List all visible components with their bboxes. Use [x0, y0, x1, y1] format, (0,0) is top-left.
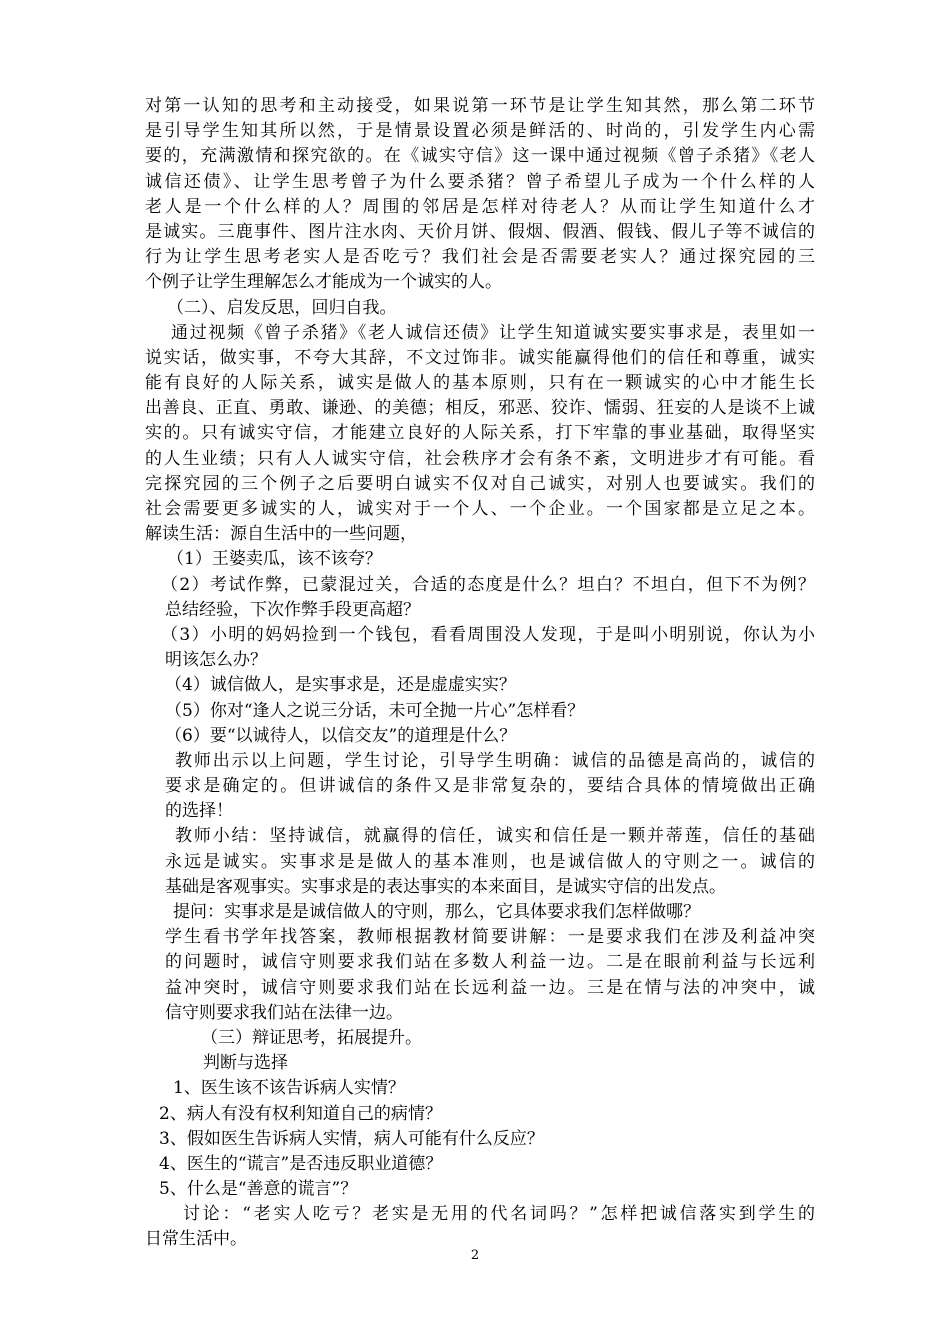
text-line: 个例子让学生理解怎么才能成为一个诚实的人。 — [145, 272, 502, 293]
text-line: 诚信还债》、让学生思考曾子为什么要杀猪？曾子希望儿子成为一个什么样的人 — [145, 171, 815, 192]
text-line: 解读生活：源自生活中的一些问题， — [145, 524, 417, 545]
text-line: （二）、启发反思，回归自我。 — [167, 297, 397, 318]
text-line: 3、假如医生告诉病人实情，病人可能有什么反应？ — [159, 1128, 544, 1149]
text-line: 行为让学生思考老实人是否吃亏？我们社会是否需要老实人？通过探究园的三 — [145, 247, 815, 268]
text-line: 日常生活中。 — [145, 1229, 247, 1250]
text-line: 说实话，做实事，不夸大其辞，不文过饰非。诚实能赢得他们的信任和尊重，诚实 — [145, 347, 815, 368]
text-line: 对第一认知的思考和主动接受，如果说第一环节是让学生知其然，那么第二环节 — [145, 96, 815, 116]
text-line: （三）辩证思考，拓展提升。 — [201, 1027, 422, 1048]
text-line: 的选择！ — [165, 801, 233, 822]
text-line: 的问题时，诚信守则要求我们站在多数人利益一边。二是在眼前利益与长远利 — [165, 952, 815, 973]
text-line: 提问：实事求是是诚信做人的守则，那么，它具体要求我们怎样做哪？ — [173, 902, 700, 922]
text-line: 老人是一个什么样的人？周围的邻居是怎样对待老人？从而让学生知道什么才 — [145, 196, 815, 217]
text-line: 通过视频《曾子杀猪》《老人诚信还债》让学生知道诚实要实事求是，表里如一 — [171, 322, 815, 343]
text-line: 教师出示以上问题，学生讨论，引导学生明确：诚信的品德是高尚的，诚信的 — [175, 750, 815, 771]
text-line: 益冲突时，诚信守则要求我们站在长远利益一边。三是在情与法的冲突中，诚 — [165, 977, 815, 998]
text-line: 是引导学生知其所以然，于是情景设置必须是鲜活的、时尚的，引发学生内心需 — [145, 121, 815, 142]
text-line: 1、医生该不该告诉病人实情？ — [173, 1078, 405, 1099]
text-line: 教师小结：坚持诚信，就赢得的信任，诚实和信任是一颗并蒂莲，信任的基础 — [175, 826, 815, 847]
text-line: 要求是确定的。但讲诚信的条件又是非常复杂的，要结合具体的情境做出正确 — [165, 776, 815, 797]
text-line: 是诚实。三鹿事件、图片注水肉、天价月饼、假烟、假酒、假钱、假儿子等不诚信的 — [145, 221, 815, 242]
text-line: 基础是客观事实。实事求是的表达事实的本来面目，是诚实守信的出发点。 — [165, 876, 726, 897]
body-text — [145, 94, 815, 1253]
text-line: （6）要“以诚待人，以信交友”的道理是什么？ — [165, 725, 517, 746]
text-line: 要的，充满激情和探究欲的。在《诚实守信》这一课中通过视频《曾子杀猪》《老人 — [145, 146, 815, 167]
text-line: （5）你对“逢人之说三分话，未可全抛一片心”怎样看？ — [165, 700, 585, 721]
text-line: 永远是诚实。实事求是是做人的基本准则，也是诚信做人的守则之一。诚信的 — [165, 851, 815, 872]
text-line: （4）诚信做人，是实事求是，还是虚虚实实？ — [165, 675, 516, 696]
text-line: 实的。只有诚实守信，才能建立良好的人际关系，打下牢靠的事业基础，取得坚实 — [145, 423, 815, 444]
text-line: 完探究园的三个例子之后要明白诚实不仅对自己诚实，对别人也要诚实。我们的 — [145, 473, 815, 494]
text-line: （2）考试作弊，已蒙混过关，合适的态度是什么？坦白？不坦白，但下不为例？ — [161, 574, 815, 595]
text-line: 能有良好的人际关系，诚实是做人的基本原则，只有在一颗诚实的心中才能生长 — [145, 373, 815, 394]
text-line: （1）王婆卖瓜，该不该夸？ — [167, 549, 382, 570]
text-line: 判断与选择 — [203, 1053, 288, 1074]
text-line: 总结经验，下次作弊手段更高超？ — [165, 599, 420, 620]
text-line: 信守则要求我们站在法律一边。 — [165, 1002, 403, 1023]
text-line: 学生看书学年找答案，教师根据教材简要讲解：一是要求我们在涉及利益冲突 — [165, 927, 815, 948]
text-line: 2、病人有没有权利知道自己的病情？ — [159, 1103, 442, 1124]
text-line: 明该怎么办？ — [165, 650, 267, 671]
text-line: 4、医生的“谎言”是否违反职业道德？ — [159, 1153, 443, 1174]
text-line: 5、什么是“善意的谎言”？ — [159, 1179, 358, 1200]
text-line: 讨论：“老实人吃亏？老实是无用的代名词吗？”怎样把诚信落实到学生的 — [183, 1204, 815, 1225]
text-line: 社会需要更多诚实的人，诚实对于一个人、一个企业。一个国家都是立足之本。 — [145, 499, 815, 519]
page-number: 2 — [470, 1248, 480, 1263]
text-line: 出善良、正直、勇敢、谦逊、的美德；相反，邪恶、狡诈、懦弱、狂妄的人是谈不上诚 — [145, 398, 815, 419]
text-line: 的人生业绩；只有人人诚实守信，社会秩序才会有条不紊，文明进步才有可能。看 — [145, 448, 815, 469]
text-line: （3）小明的妈妈捡到一个钱包，看看周围没人发现，于是叫小明别说，你认为小 — [161, 624, 815, 645]
